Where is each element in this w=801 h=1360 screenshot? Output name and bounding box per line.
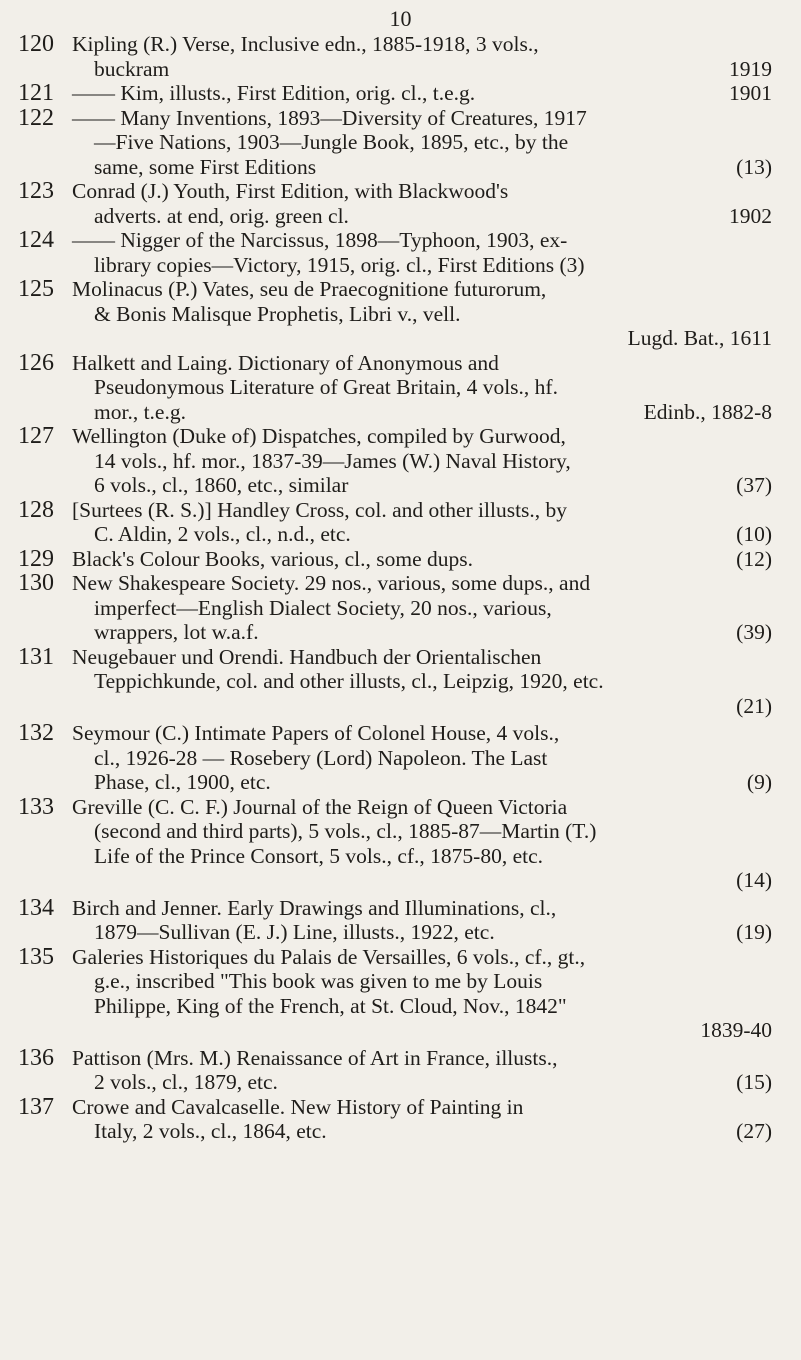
catalogue-entries [0, 32, 801, 1144]
catalogue-entry [0, 81, 801, 106]
entry-line [72, 1119, 772, 1144]
entry-line: Philippe, King of the French, at St. Cloud, Nov., 1842" [94, 993, 567, 1018]
entry-line: (14) [736, 868, 772, 892]
entry-line: Teppichkunde, col. and other illusts, cl., Leipzig, 1920, etc. [94, 669, 604, 693]
entry-line-text: buckram [94, 56, 170, 81]
entry-text [72, 179, 772, 228]
catalogue-entry [0, 277, 801, 351]
entry-line-text: wrappers, lot w.a.f. [94, 620, 259, 644]
entry-line: Kipling (R.) Verse, Inclusive edn., 1885-1918, 3 vols., [72, 32, 539, 56]
entry-line [72, 770, 772, 795]
entry-line [72, 473, 772, 498]
lot-number: 136 [18, 1044, 54, 1071]
entry-line-value: (27) [736, 1119, 772, 1143]
entry-line-text: same, some First Editions [94, 154, 317, 179]
entry-line-value: (19) [736, 920, 772, 944]
entry-line [72, 57, 772, 82]
entry-text [72, 571, 772, 645]
entry-text [72, 645, 772, 719]
entry-line [72, 204, 772, 229]
lot-number: 137 [18, 1093, 54, 1120]
catalogue-entry [0, 547, 801, 572]
lot-number: 128 [18, 496, 54, 523]
entry-line: imperfect—English Dialect Society, 20 nos., various, [94, 595, 552, 620]
lot-number: 125 [18, 276, 54, 302]
catalogue-entry [0, 896, 801, 945]
entry-line-value: Edinb., 1882-8 [643, 399, 772, 424]
entry-line: Greville (C. C. F.) Journal of the Reign of Queen Victoria [72, 794, 568, 819]
entry-line [72, 522, 772, 547]
entry-line: library copies—Victory, 1915, orig. cl., First Editions (3) [94, 252, 585, 277]
catalogue-entry [0, 571, 801, 645]
page-number: 10 [389, 6, 412, 31]
entry-text [72, 424, 772, 498]
entry-text [72, 277, 772, 351]
entry-line: Conrad (J.) Youth, First Edition, with Blackwood's [72, 179, 509, 203]
entry-text [72, 32, 772, 81]
lot-number: 121 [18, 80, 54, 106]
entry-line: Life of the Prince Consort, 5 vols., cf., 1875-80, etc. [94, 843, 544, 868]
entry-text [72, 1095, 772, 1144]
entry-line-value: (12) [736, 546, 772, 571]
entry-line-value: 1919 [729, 56, 772, 81]
lot-number: 126 [18, 349, 54, 376]
entry-line: Neugebauer und Orendi. Handbuch der Orientalischen [72, 644, 542, 669]
lot-number: 133 [18, 793, 54, 820]
catalogue-entry [0, 351, 801, 425]
catalogue-entry [0, 228, 801, 277]
catalogue-entry [0, 498, 801, 547]
entry-line-value: 1902 [729, 203, 772, 228]
entry-line: Halkett and Laing. Dictionary of Anonymous and [72, 350, 499, 375]
entry-text [72, 1046, 772, 1095]
entry-line-text: —— Kim, illusts., First Edition, orig. cl., t.e.g. [72, 81, 476, 105]
catalogue-entry [0, 32, 801, 81]
lot-number: 124 [18, 227, 54, 253]
entry-line-text: mor., t.e.g. [94, 399, 186, 424]
entry-line-value: (37) [736, 473, 772, 497]
entry-line [72, 920, 772, 945]
catalogue-entry [0, 795, 801, 893]
catalogue-entry [0, 721, 801, 795]
entry-line: 1839-40 [700, 1018, 772, 1042]
entry-line: Galeries Historiques du Palais de Versailles, 6 vols., cf., gt., [72, 944, 586, 969]
entry-line: Birch and Jenner. Early Drawings and Illuminations, cl., [72, 895, 557, 920]
entry-line-text: C. Aldin, 2 vols., cl., n.d., etc. [94, 522, 351, 546]
entry-line [72, 620, 772, 645]
lot-number: 122 [18, 104, 54, 131]
entry-line: —Five Nations, 1903—Jungle Book, 1895, etc., by the [94, 130, 569, 154]
entry-line [72, 81, 772, 106]
entry-text [72, 547, 772, 572]
entry-line-value: (13) [736, 154, 772, 179]
lot-number: 134 [18, 894, 54, 921]
entry-line: Pseudonymous Literature of Great Britain, 4 vols., hf. [94, 375, 558, 399]
entry-text [72, 498, 772, 547]
catalogue-entry [0, 945, 801, 1043]
entry-line: —— Nigger of the Narcissus, 1898—Typhoon, 1903, ex- [72, 228, 568, 252]
entry-line-text: 2 vols., cl., 1879, etc. [94, 1070, 278, 1094]
entry-line-text: Italy, 2 vols., cl., 1864, etc. [94, 1119, 327, 1143]
entry-line-text: adverts. at end, orig. green cl. [94, 203, 349, 228]
entry-line: Wellington (Duke of) Dispatches, compiled by Gurwood, [72, 424, 566, 448]
catalogue-entry [0, 1046, 801, 1095]
catalogue-entry [0, 645, 801, 719]
entry-text [72, 106, 772, 180]
entry-line: Crowe and Cavalcaselle. New History of Painting in [72, 1094, 524, 1119]
entry-line [72, 155, 772, 180]
lot-number: 123 [18, 178, 54, 204]
entry-line: Molinacus (P.) Vates, seu de Praecognitione futurorum, [72, 277, 547, 301]
entry-text [72, 795, 772, 893]
entry-line: & Bonis Malisque Prophetis, Libri v., vell. [94, 301, 461, 326]
entry-line-value: (39) [736, 620, 772, 644]
entry-line [72, 400, 772, 425]
catalogue-entry [0, 424, 801, 498]
entry-line: [Surtees (R. S.)] Handley Cross, col. and other illusts., by [72, 497, 568, 522]
lot-number: 132 [18, 720, 54, 746]
entry-line: (21) [736, 693, 772, 718]
entry-line: (second and third parts), 5 vols., cl., 1885-87—Martin (T.) [94, 819, 597, 843]
entry-line: Seymour (C.) Intimate Papers of Colonel House, 4 vols., [72, 721, 560, 745]
entry-text [72, 896, 772, 945]
catalogue-entry [0, 106, 801, 180]
lot-number: 120 [18, 31, 54, 57]
entry-line-value: (9) [746, 770, 772, 794]
lot-number: 129 [18, 545, 54, 572]
entry-line: g.e., inscribed "This book was given to me by Louis [94, 969, 543, 993]
entry-line: New Shakespeare Society. 29 nos., various, some dups., and [72, 571, 591, 595]
entry-line: —— Many Inventions, 1893—Diversity of Creatures, 1917 [72, 105, 587, 130]
catalogue-entry [0, 1095, 801, 1144]
entry-line: Lugd. Bat., 1611 [627, 326, 772, 350]
entry-line [72, 547, 772, 572]
entry-text [72, 351, 772, 425]
entry-line-value: 1901 [729, 81, 772, 105]
lot-number: 130 [18, 570, 54, 596]
entry-line: cl., 1926-28 — Rosebery (Lord) Napoleon. The Last [94, 745, 548, 770]
lot-number: 131 [18, 643, 54, 670]
entry-line [72, 1070, 772, 1095]
entry-text [72, 81, 772, 106]
entry-line-text: 1879—Sullivan (E. J.) Line, illusts., 1922, etc. [94, 920, 495, 944]
entry-text [72, 228, 772, 277]
lot-number: 135 [18, 943, 54, 970]
entry-line-text: Black's Colour Books, various, cl., some dups. [72, 546, 474, 571]
entry-line: 14 vols., hf. mor., 1837-39—James (W.) Naval History, [94, 448, 571, 473]
entry-line-text: Phase, cl., 1900, etc. [94, 770, 271, 794]
entry-line-value: (15) [736, 1070, 772, 1094]
entry-line-text: 6 vols., cl., 1860, etc., similar [94, 473, 349, 497]
catalogue-entry [0, 179, 801, 228]
lot-number: 127 [18, 423, 54, 449]
entry-line: Pattison (Mrs. M.) Renaissance of Art in France, illusts., [72, 1045, 558, 1070]
entry-text [72, 945, 772, 1043]
entry-text [72, 721, 772, 795]
entry-line-value: (10) [736, 522, 772, 546]
